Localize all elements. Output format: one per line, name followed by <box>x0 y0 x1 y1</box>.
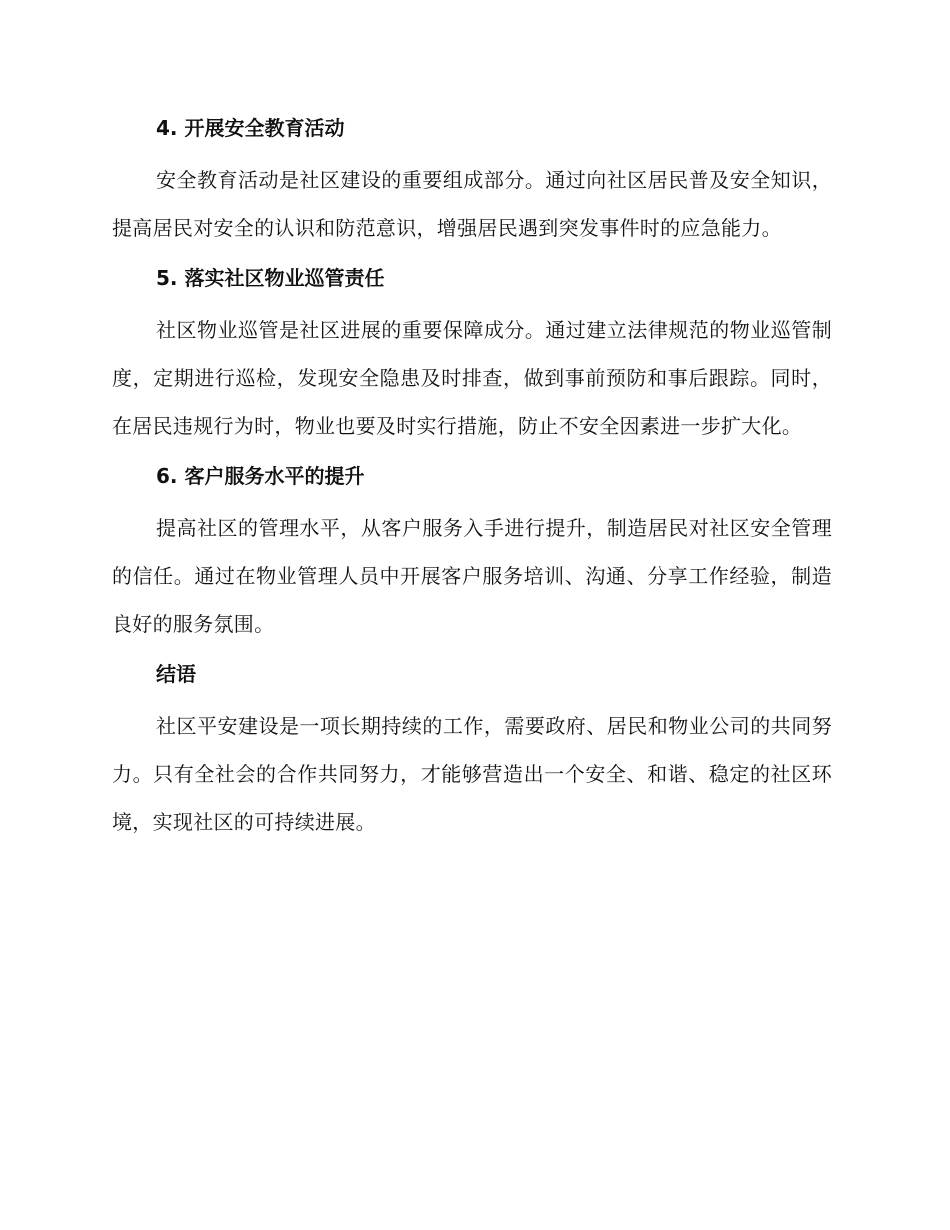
section-body-5: 社区物业巡管是社区进展的重要保障成分。通过建立法律规范的物业巡管制度，定期进行巡检，发现安全隐患及时排查，做到事前预防和事后跟踪。同时，在居民违规行为时，物业也要及时实行措施，防止不安全因素进一步扩大化。 <box>112 318 832 438</box>
section-heading-6: 6. 客户服务水平的提升 <box>156 464 365 488</box>
section-heading-5: 5. 落实社区物业巡管责任 <box>156 266 385 290</box>
section-heading-4: 4. 开展安全教育活动 <box>156 116 345 140</box>
section-body-6: 提高社区的管理水平，从客户服务入手进行提升，制造居民对社区安全管理的信任。通过在物业管理人员中开展客户服务培训、沟通、分享工作经验，制造良好的服务氛围。 <box>112 516 832 636</box>
section-body-4: 安全教育活动是社区建设的重要组成部分。通过向社区居民普及安全知识，提高居民对安全的认识和防范意识，增强居民遇到突发事件时的应急能力。 <box>112 168 832 240</box>
conclusion-heading: 结语 <box>156 662 196 686</box>
conclusion-body: 社区平安建设是一项长期持续的工作，需要政府、居民和物业公司的共同努力。只有全社会的合作共同努力，才能够营造出一个安全、和谐、稳定的社区环境，实现社区的可持续进展。 <box>112 714 832 834</box>
document-content <box>112 113 832 846</box>
